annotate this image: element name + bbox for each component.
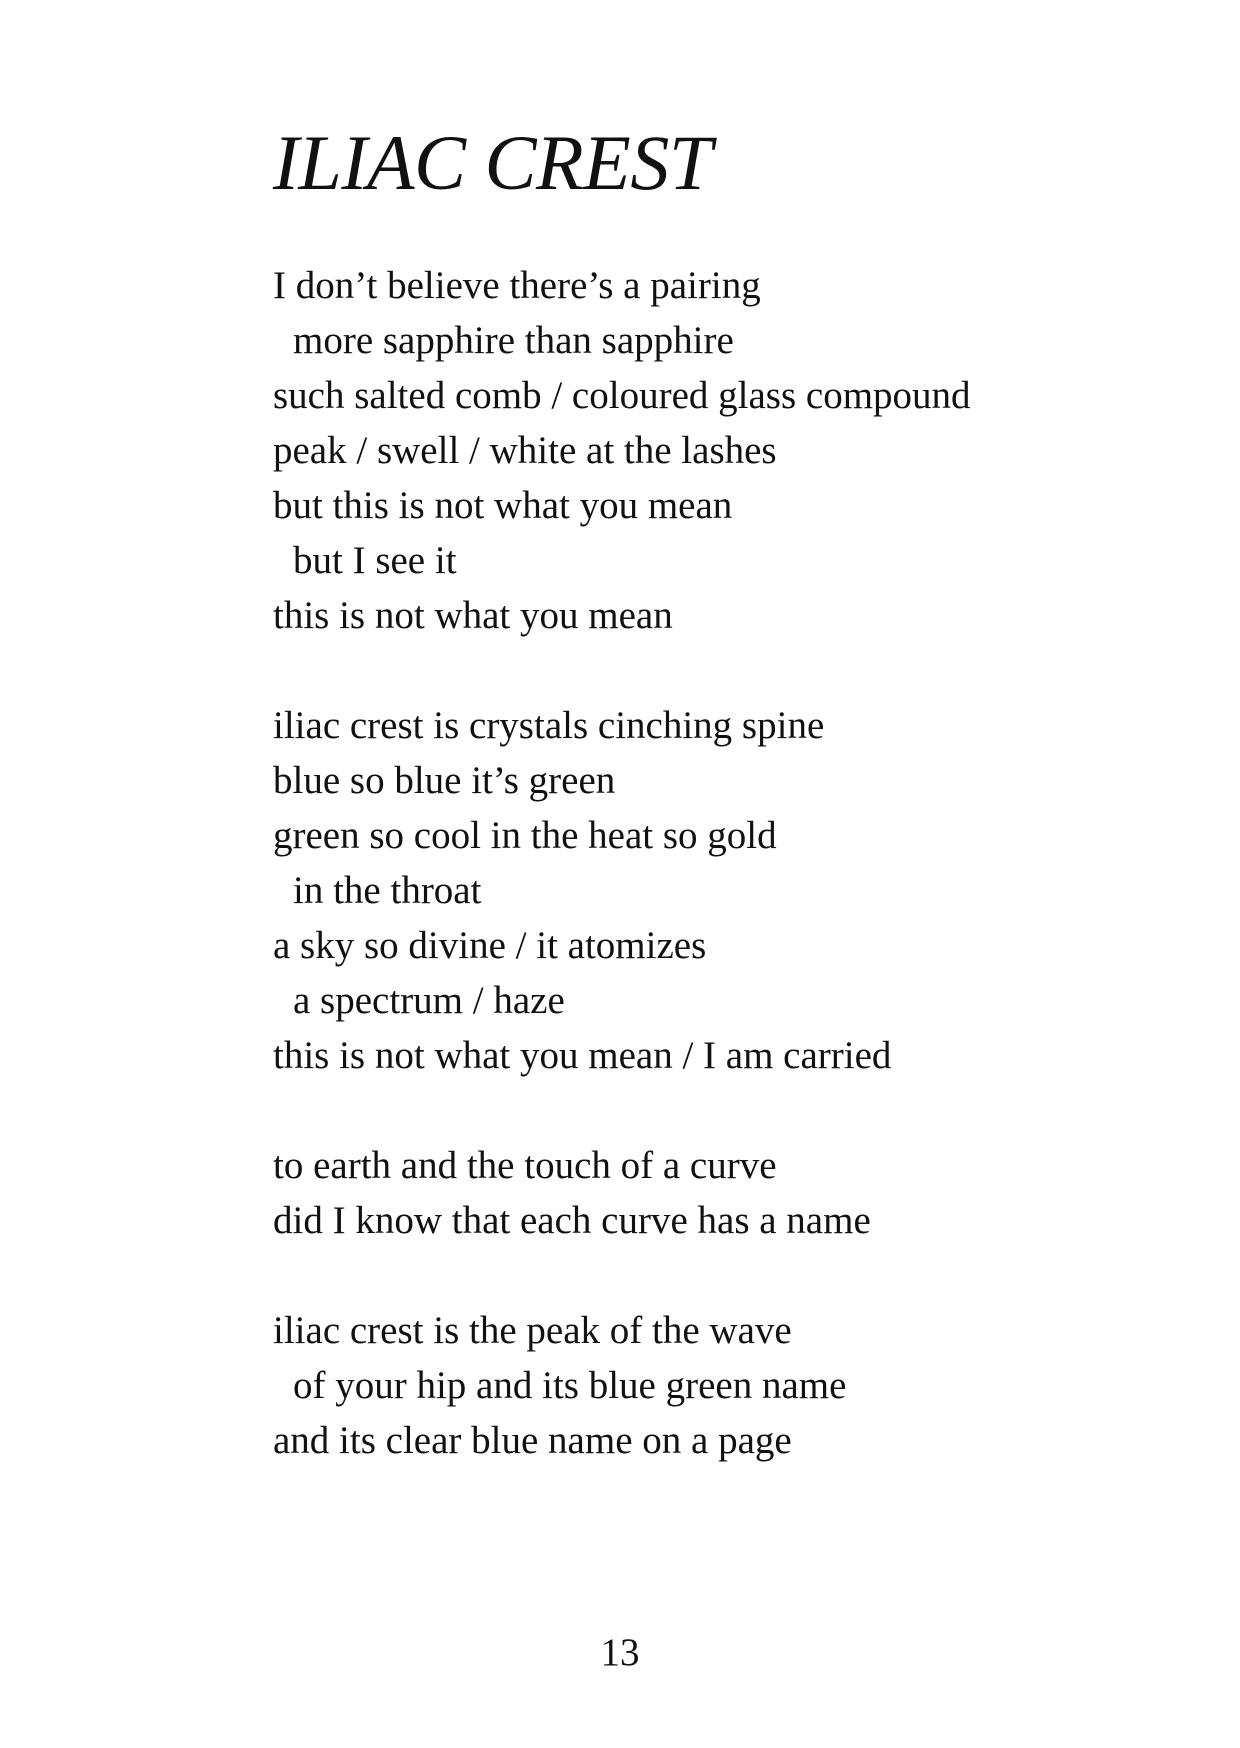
poem-title: ILIAC CREST bbox=[273, 119, 712, 206]
stanza-4 bbox=[273, 1303, 1193, 1468]
poem-line: green so cool in the heat so gold bbox=[273, 814, 777, 857]
stanza-1 bbox=[273, 258, 1193, 643]
page-number: 13 bbox=[600, 1631, 640, 1674]
poem-line: such salted comb / coloured glass compound bbox=[273, 374, 971, 417]
poem-body bbox=[273, 258, 1193, 1523]
poem-line: and its clear blue name on a page bbox=[273, 1419, 792, 1462]
poem-line-indented: in the throat bbox=[293, 869, 482, 912]
poem-line: blue so blue it’s green bbox=[273, 759, 616, 802]
stanza-2 bbox=[273, 698, 1193, 1083]
poem-line: peak / swell / white at the lashes bbox=[273, 429, 777, 472]
poem-line: this is not what you mean / I am carried bbox=[273, 1034, 892, 1077]
poem-line: to earth and the touch of a curve bbox=[273, 1144, 777, 1187]
poem-line-indented: but I see it bbox=[293, 539, 457, 582]
stanza-3 bbox=[273, 1138, 1193, 1248]
poem-line: this is not what you mean bbox=[273, 594, 673, 637]
poem-line: but this is not what you mean bbox=[273, 484, 733, 527]
poem-line-indented: a spectrum / haze bbox=[293, 979, 565, 1022]
poem-line: did I know that each curve has a name bbox=[273, 1199, 871, 1242]
poem-line: a sky so divine / it atomizes bbox=[273, 924, 707, 967]
poem-line-indented: more sapphire than sapphire bbox=[293, 319, 734, 362]
poem-line: iliac crest is the peak of the wave bbox=[273, 1309, 792, 1352]
poem-line: iliac crest is crystals cinching spine bbox=[273, 704, 825, 747]
poem-line-indented: of your hip and its blue green name bbox=[293, 1364, 847, 1407]
poem-line: I don’t believe there’s a pairing bbox=[273, 264, 761, 307]
